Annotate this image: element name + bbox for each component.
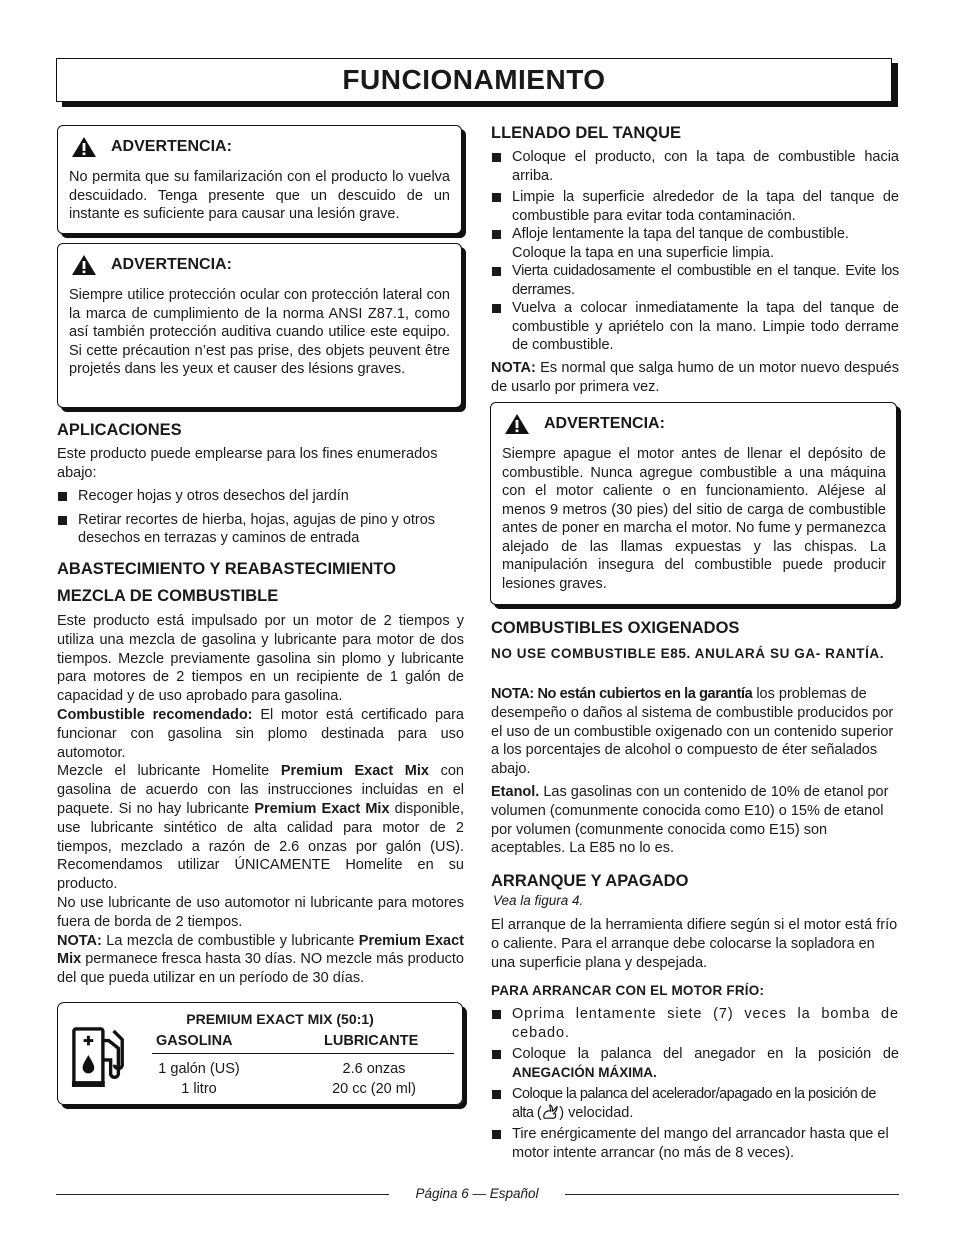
oxigenados-body <box>491 685 899 858</box>
list-item: Oprima lentamente siete (7) veces la bomba de cebado. <box>491 1005 899 1042</box>
table-cell: 1 galón (US) <box>158 1061 240 1077</box>
oxigenados-heading: COMBUSTIBLES OXIGENADOS <box>491 619 740 637</box>
page-footer: Página 6 — Español <box>415 1186 539 1201</box>
list-item <box>491 1085 899 1122</box>
column-header-gasolina: GASOLINA <box>156 1033 233 1049</box>
item-text: Coloque la palanca del acelerador/apagado en la posición de alta ( <box>512 1086 876 1121</box>
list-item <box>491 1045 899 1082</box>
abastecimiento-body <box>57 612 464 988</box>
item-text: Coloque la palanca del anegador en la posición de <box>512 1046 899 1062</box>
mix-table-box <box>57 1002 463 1105</box>
column-header-lubricante: LUBRICANTE <box>324 1033 419 1049</box>
lubricante-text-a: Mezcle el lubricante Homelite <box>57 763 281 780</box>
nota-text: Es normal que salga humo de un motor nuevo después de usarlo por primera vez. <box>491 360 899 395</box>
product-name: Premium Exact Mix <box>280 763 429 780</box>
mix-table-title: PREMIUM EXACT MIX (50:1) <box>186 1011 374 1027</box>
combustible-recomendado-text: El motor está certificado para funcionar con gasolina sin plomo destinada para uso automotor. <box>57 706 464 761</box>
page-title-banner <box>56 58 892 102</box>
table-divider <box>152 1053 454 1054</box>
list-item: Coloque el producto, con la tapa de combustible hacia arriba. <box>491 148 899 185</box>
warning-text: Siempre apague el motor antes de llenar el depósito de combustible. Nunca agregue combustible a una máquina con el motor caliente o en funcionamiento. Aléjese al menos 9 metros (30 pies) del sitio de carga de combustible antes de poner en marcha el motor. No fume y permanezca alejado de las llamas expuestas y las chispas. La manipulación insegura del combustible puede producir lesiones graves. <box>502 446 886 592</box>
llenado-heading: LLENADO DEL TANQUE <box>491 124 682 142</box>
warning-box-eye-protection <box>57 243 462 408</box>
lubricante-paragraph <box>57 762 464 894</box>
list-item: Vuelva a colocar inmediatamente la tapa del tanque de combustible y apriételo con la mano. Limpie todo derrame de combustible. <box>491 299 899 355</box>
warning-text: Siempre utilice protección ocular con protección lateral con la marca de cumplimiento de la norma ANSI Z87.1, como así también protección auditiva cuando utilice este equipo. Si cette précaution n’est pas prise, des objets peuvent être projetés dans les yeux et causer des lésions graves. <box>69 287 450 377</box>
warning-label: ADVERTENCIA: <box>544 415 665 432</box>
nota-text-a: La mezcla de combustible y lubricante <box>101 932 359 949</box>
warning-header <box>504 413 886 435</box>
list-item: Afloje lentamente la tapa del tanque de combustible. Coloque la tapa en una superficie limpia. <box>491 225 899 262</box>
nota-label: NOTA: <box>491 360 536 376</box>
warning-triangle-icon <box>71 136 97 158</box>
cold-start-list <box>491 1005 899 1162</box>
warning-label: ADVERTENCIA: <box>111 256 232 273</box>
etanol-label: Etanol. <box>491 783 540 800</box>
etanol-paragraph <box>491 783 899 858</box>
warning-text: No permita que su familarización con el producto lo vuelva descuidado. Tenga presente que un descuido de un instante es suficiente para causar una lesión grave. <box>69 169 450 222</box>
nota-text-c: permanece fresca hasta 30 días. NO mezcle más producto del que pueda utilizar en un período de 30 días. <box>57 951 464 987</box>
page-title: FUNCIONAMIENTO <box>342 64 606 95</box>
cold-start-heading: PARA ARRANCAR CON EL MOTOR FRÍO: <box>491 983 765 998</box>
table-cell: 1 litro <box>181 1081 217 1097</box>
list-item: Recoger hojas y otros desechos del jardín <box>57 487 464 506</box>
mezcla-heading: MEZCLA DE COMBUSTIBLE <box>57 587 279 605</box>
abastecimiento-heading: ABASTECIMIENTO Y REABASTECIMIENTO <box>57 560 396 578</box>
item-emphasis: ANEGACIÓN MÁXIMA. <box>512 1064 657 1080</box>
llenado-note <box>491 359 899 397</box>
table-cell: 20 cc (20 ml) <box>332 1081 416 1097</box>
mezcla-paragraph: Este producto está impulsado por un motor de 2 tiempos y utiliza una mezcla de gasolina y lubricante para motor de dos tiempos. Mezcle previamente gasolina sin plomo y lubricante para motores de 2 tiempos en un recipiente de 1 galón de capacidad y de uso aprobado para gasolina. <box>57 613 464 705</box>
lubricante-text-d: disponible, use lubricante sintético de alta calidad para motor de 2 tiempos, mezclado a razón de 2.6 onzas por galón (US). Recomendamos utilizar ÚNICAMENTE Homelite en su producto. <box>57 800 464 893</box>
aplicaciones-intro: Este producto puede emplearse para los fines enumerados abajo: <box>57 446 438 481</box>
warning-header <box>71 254 450 276</box>
figure-reference: Vea la figura 4. <box>493 893 584 908</box>
warning-triangle-icon <box>504 413 530 435</box>
warning-box-familiarization <box>57 125 462 234</box>
footer-rule-left <box>56 1194 389 1195</box>
warning-label: ADVERTENCIA: <box>111 138 232 155</box>
combustible-recomendado-paragraph <box>57 706 464 762</box>
warning-triangle-icon <box>71 254 97 276</box>
etanol-text: Las gasolinas con un contenido de 10% de etanol por volumen (comunmente conocida como E10) o 15% de etanol por volumen (comunmente conocida como E15) son aceptables. La E85 no lo es. <box>491 783 889 857</box>
product-name: Premium Exact Mix <box>57 932 464 968</box>
garantia-label: NOTA: No están cubiertos en la garantía <box>491 686 753 702</box>
arranque-intro: El arranque de la herramienta difiere según si el motor está frío o caliente. Para el arranque debe colocarse la sopladora en una superficie plana y despejada. <box>491 917 898 971</box>
arranque-heading: ARRANQUE Y APAGADO <box>491 872 689 890</box>
no-use-paragraph: No use lubricante de uso automotor ni lubricante para motores fuera de borda de 2 tiempos. <box>57 894 464 930</box>
item-text: ) velocidad. <box>559 1104 634 1121</box>
llenado-list <box>491 148 899 355</box>
fuel-pump-icon <box>71 1025 129 1089</box>
list-item: Tire enérgicamente del mango del arrancador hasta que el motor intente arrancar (no más de 8 veces). <box>491 1125 899 1162</box>
nota-paragraph <box>57 932 464 988</box>
footer-rule-right <box>565 1194 899 1195</box>
product-name: Premium Exact Mix <box>254 800 390 817</box>
e85-caution: NO USE COMBUSTIBLE E85. ANULARÁ SU GA- RANTÍA. <box>491 646 885 661</box>
table-cell: 2.6 onzas <box>342 1061 406 1077</box>
rabbit-icon <box>541 1104 559 1120</box>
garantia-text: los problemas de desempeño o daños al sistema de combustible producidos por el uso de un combustible oxigenado con un contenido superior a los porcentajes de alcohol o compuesto de éter señalados abajo. <box>491 686 894 778</box>
list-item: Retirar recortes de hierba, hojas, agujas de pino y otros desechos en terrazas y caminos de entrada <box>57 511 464 548</box>
list-item: Limpie la superficie alrededor de la tapa del tanque de combustible para evitar toda contaminación. <box>491 188 899 225</box>
combustible-recomendado-label: Combustible recomendado: <box>57 706 253 723</box>
aplicaciones-list <box>57 487 464 548</box>
warning-header <box>71 136 450 158</box>
lubricante-text-c: con gasolina de acuerdo con las instrucciones incluidas en el paquete. Si no hay lubricante <box>57 763 464 817</box>
garantia-paragraph <box>491 685 899 779</box>
nota-label: NOTA: <box>57 932 102 949</box>
list-item: Vierta cuidadosamente el combustible en el tanque. Evite los derrames. <box>491 262 899 299</box>
warning-box-fueling <box>490 402 897 605</box>
aplicaciones-heading: APLICACIONES <box>57 421 182 439</box>
